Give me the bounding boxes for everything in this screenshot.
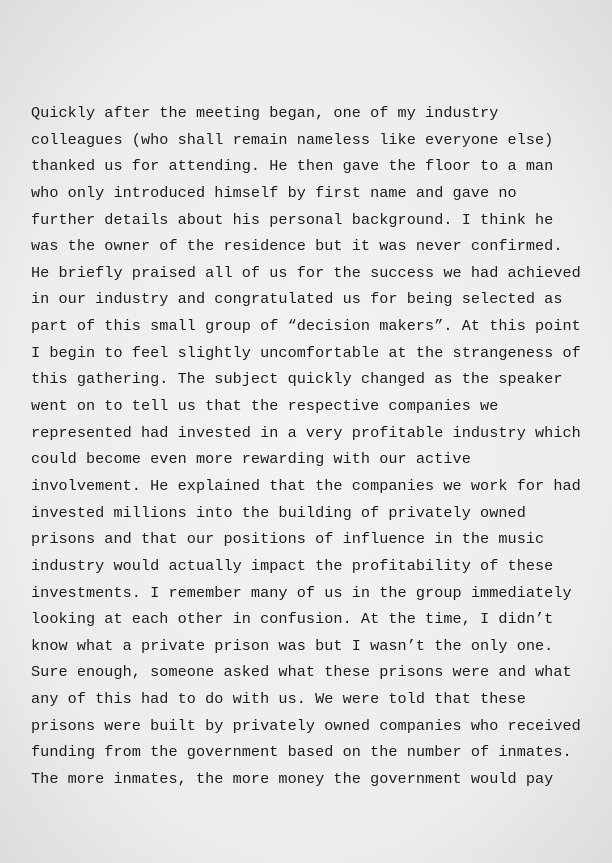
text-line: represented had invested in a very profitable industry which (31, 423, 581, 442)
text-line: who only introduced himself by first name and gave no (31, 183, 517, 202)
text-line: this gathering. The subject quickly changed as the speaker (31, 370, 563, 389)
text-line: I begin to feel slightly uncomfortable at the strangeness of (31, 343, 581, 362)
text-line: in our industry and congratulated us for being selected as (31, 290, 563, 309)
text-line: colleagues (who shall remain nameless like everyone else) (31, 130, 554, 149)
text-line: The more inmates, the more money the government would pay (31, 770, 554, 789)
text-line: He briefly praised all of us for the success we had achieved (31, 263, 581, 282)
text-line: further details about his personal background. I think he (31, 210, 554, 229)
text-line: know what a private prison was but I wasn’t the only one. (31, 636, 554, 655)
text-line: could become even more rewarding with our active (31, 450, 471, 469)
text-line: Sure enough, someone asked what these prisons were and what (31, 663, 572, 682)
document-page (31, 100, 606, 793)
text-line: prisons and that our positions of influence in the music (31, 530, 545, 549)
text-line: looking at each other in confusion. At the time, I didn’t (31, 610, 554, 629)
text-line: involvement. He explained that the companies we work for had (31, 476, 581, 495)
text-line: any of this had to do with us. We were told that these (31, 690, 526, 709)
text-line: industry would actually impact the profitability of these (31, 556, 554, 575)
text-line: went on to tell us that the respective companies we (31, 397, 499, 416)
text-line: investments. I remember many of us in the group immediately (31, 583, 572, 602)
text-line: part of this small group of “decision makers”. At this point (31, 317, 581, 336)
text-line: prisons were built by privately owned companies who received (31, 716, 581, 735)
text-line: was the owner of the residence but it was never confirmed. (31, 237, 563, 256)
text-line: invested millions into the building of privately owned (31, 503, 526, 522)
text-line: Quickly after the meeting began, one of my industry (31, 104, 499, 122)
text-line: funding from the government based on the number of inmates. (31, 743, 572, 762)
text-line: thanked us for attending. He then gave the floor to a man (31, 157, 554, 176)
